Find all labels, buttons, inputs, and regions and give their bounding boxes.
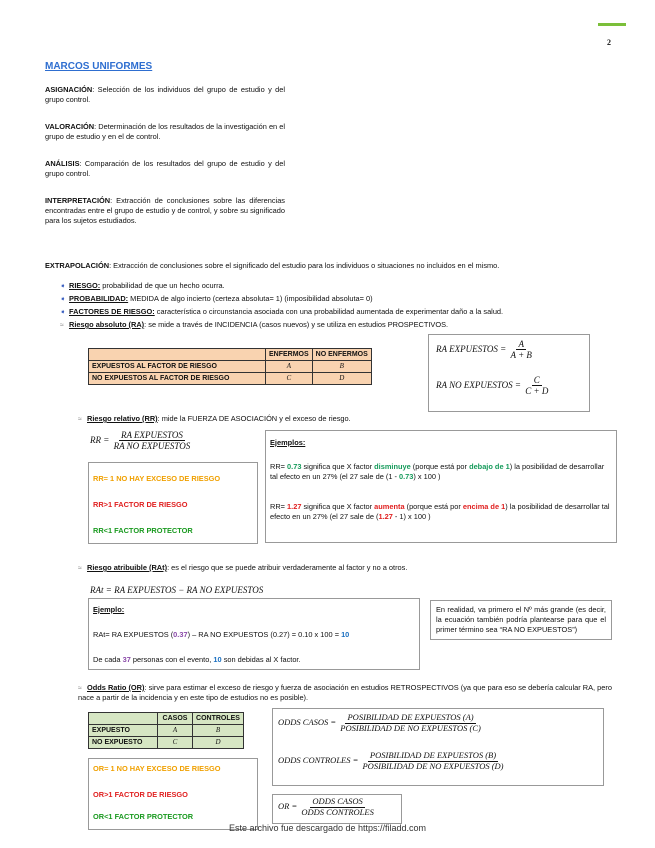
wave-icon: ≈ (78, 416, 82, 423)
ra-expuestos-formula: RA EXPUESTOS = $\frac{A}{A + B}$ (436, 339, 532, 361)
def-asignacion: ASIGNACIÓN: Selección de los individuos del grupo de estudio y del grupo control. (45, 85, 285, 104)
bullet-riesgo-absoluto: ≈ Riesgo absoluto (RA): se mide a través de INCIDENCIA (casos nuevos) y se utiliza en estudios PROSPECTIVOS. (60, 320, 449, 329)
rr-heading: ≈ Riesgo relativo (RR): mide la FUERZA DE ASOCIACIÓN y el exceso de riesgo. (78, 414, 351, 423)
def-analisis: ANÁLISIS: Comparación de los resultados del grupo de estudio y del grupo control. (45, 159, 285, 178)
odds-casos-formula: ODDS CASOS = $\frac{\text{POSIBILIDAD DE EXPUESTOS (A)}}{\text{POSIBILIDAD DE NO EXPUESTOS (C)}}$ (278, 712, 481, 733)
table-row: ENFERMOS NO ENFERMOS (89, 349, 372, 361)
def-valoracion: VALORACIÓN: Determinación de los resultados de la investigación en el grupo de estudio y en el de control. (45, 122, 285, 141)
page-number: 2 (607, 38, 611, 47)
or-less-one: OR<1 FACTOR PROTECTOR (93, 812, 194, 821)
or-table (88, 712, 244, 749)
rat-example-line-1: RAt= RA EXPUESTOS (0.37) – RA NO EXPUESTOS (0.27) = 0.10 x 100 = 10 (93, 630, 350, 639)
arrow-icon: ➧ (60, 283, 66, 290)
wave-icon: ≈ (78, 685, 82, 692)
ra-no-expuestos-formula: RA NO EXPUESTOS = $\frac{C}{C + D}$ (436, 375, 549, 397)
table-row: EXPUESTO A B (89, 725, 244, 737)
def-extrapolacion: EXTRAPOLACIÓN: Extracción de conclusiones sobre el significado del estudio para los individuos o situaciones no incluidos en el mismo. (45, 261, 500, 270)
section-title: MARCOS UNIFORMES (45, 61, 153, 72)
table-row: NO EXPUESTOS AL FACTOR DE RIESGO C D (89, 373, 372, 385)
def-interpretacion: INTERPRETACIÓN: Extracción de conclusiones sobre las diferencias encontradas entre el grupo de estudio y de control, y sobre su significado para los sujetos estudiados. (45, 196, 285, 225)
bullet-riesgo: ➧ RIESGO: probabilidad de que un hecho ocurra. (60, 281, 225, 290)
bullet-probabilidad: ➧ PROBABILIDAD: MEDIDA de algo incierto (certeza absoluta= 1) (imposibilidad absoluta= 0) (60, 294, 373, 303)
rat-ejemplo-title: Ejemplo: (93, 605, 125, 614)
or-equal-one: OR= 1 NO HAY EXCESO DE RIESGO (93, 764, 221, 773)
or-heading: ≈ Odds Ratio (OR): sirve para estimar el exceso de riesgo y fuerza de asociación en estudios RETROSPECTIVOS (ya que para eso se debería calcular RA, pero nace a partir de la incidencia y en este tipo de estudios no es posible). (78, 683, 612, 703)
or-formula: OR = $\frac{\text{ODDS CASOS}}{\text{ODDS CONTROLES}}$ (278, 796, 374, 817)
rat-example-line-2: De cada 37 personas con el evento, 10 son debidas al X factor. (93, 655, 301, 664)
table-row: CASOS CONTROLES (89, 713, 244, 725)
rat-formula: RAt = RA EXPUESTOS − RA NO EXPUESTOS (90, 585, 264, 595)
table-row: NO EXPUESTO C D (89, 737, 244, 749)
rat-heading: ≈ Riesgo atribuible (RAt): es el riesgo que se puede atribuir verdaderamente al factor y no a otros. (78, 563, 408, 572)
rr-equal-one: RR= 1 NO HAY EXCESO DE RIESGO (93, 474, 221, 483)
bullet-factores: ➧ FACTORES DE RIESGO: característica o circunstancia asociada con una probabilidad aumentada de experimentar daño a la salud. (60, 307, 504, 316)
footer-download-note: Este archivo fue descargado de https://filadd.com (228, 823, 427, 833)
rr-ejemplos-title: Ejemplos: (270, 438, 306, 447)
ra-table (88, 348, 372, 385)
rr-less-one: RR<1 FACTOR PROTECTOR (93, 526, 193, 535)
odds-controles-formula: ODDS CONTROLES = $\frac{\text{POSIBILIDAD DE EXPUESTOS (B)}}{\text{POSIBILIDAD DE NO EXPUESTOS (D)}}$ (278, 750, 504, 771)
table-row: EXPUESTOS AL FACTOR DE RIESGO A B (89, 361, 372, 373)
rr-example-2: RR= 1.27 significa que X factor aumenta (porque está por encima de 1) la posibilidad de desarrollar tal efecto en un 27% (el 27 sale de (1.27 - 1) x 100 ) (270, 502, 610, 521)
arrow-icon: ➧ (60, 296, 66, 303)
rat-note-box: En realidad, va primero el Nº más grande (es decir, la ecuación también podría plantearse para que el primer término sea “RA NO EXPUESTOS”) (430, 600, 612, 640)
header-rule (598, 23, 626, 26)
wave-icon: ≈ (60, 322, 64, 329)
rr-greater-one: RR>1 FACTOR DE RIESGO (93, 500, 188, 509)
wave-icon: ≈ (78, 565, 82, 572)
rr-example-1: RR= 0.73 significa que X factor disminuye (porque está por debajo de 1) la posibilidad de desarrollar tal efecto en un 27% (el 27 sale de (1 - 0.73) x 100 ) (270, 462, 605, 481)
rr-ejemplos-box (265, 430, 617, 543)
rr-formula: RR = $\frac{\text{RA EXPUESTOS}}{\text{RA NO EXPUESTOS}}$ (90, 430, 191, 452)
arrow-icon: ➧ (60, 309, 66, 316)
or-greater-one: OR>1 FACTOR DE RIESGO (93, 790, 188, 799)
